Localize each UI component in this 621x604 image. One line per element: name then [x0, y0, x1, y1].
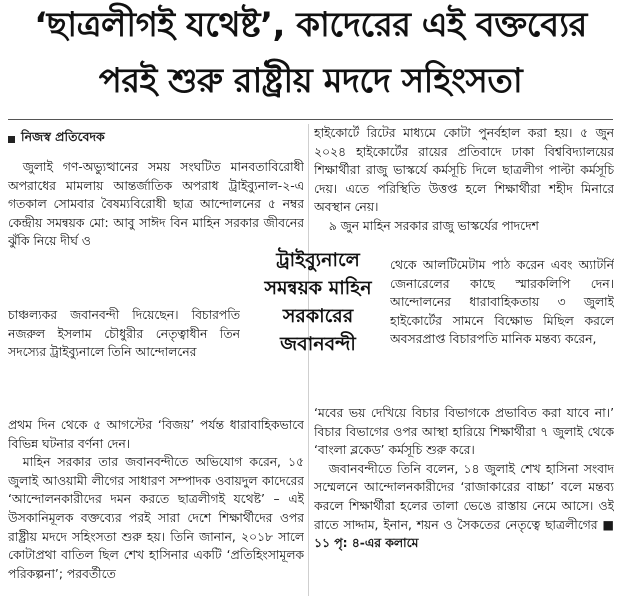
left-para-2: মাহিন সরকার তার জবানবন্দীতে অভিযোগ করেন, ১৫ জুলাই আওয়ামী লীগের সাধারণ সম্পাদক ওবায়দুল কাদেরের ‘আন্দোলনকারীদের দমন করতে ছাত্রলীগই যথেষ্ট’ – এই উসকানিমূলক বক্তব্যের পরই সারা দেশে শিক্ষার্থীদের ওপর রাষ্ট্রীয় মদদে সহিংসতা শুরু হয়। তিনি জানান, ২০১৮ সালে কোটাপ্রথা বাতিল ছিল শেখ হাসিনার একটি ‘প্রতিহিংসামূলক পরিকল্পনা’; পরবর্তীতে: [8, 455, 304, 581]
byline-row: [8, 131, 105, 147]
right-para-2-bottom: ‘মবের ভয় দেখিয়ে বিচার বিভাগকে প্রভাবিত করা যাবে না।’ বিচার বিভাগের ওপর আস্থা হারিয়ে শিক্ষার্থীরা ৭ জুলাই থেকে ‘বাংলা ব্লকেড’ কর্মসূচি শুরু করে।: [314, 406, 614, 458]
pull-quote-line-3: সরকারের: [282, 305, 354, 327]
pull-quote-line-4: জবানবন্দী: [280, 333, 356, 355]
continuation-jump-text[interactable]: ১১ পৃ: ৪-এর কলামে: [314, 536, 419, 551]
right-para-3-text: জবানবন্দীতে তিনি বলেন, ১৪ জুলাই শেখ হাসিনা সংবাদ সম্মেলনে আন্দোলনকারীদের ‘রাজাকারের বাচ্চা’ বলে মন্তব্য করলে শিক্ষার্থীরা হলের তালা ভেঙে রাস্তায় নেমে আসে। ওই রাতে সাদ্দাম, ইনান, শয়ন ও সৈকতের নেতৃত্বে ছাত্রলীগের: [314, 461, 614, 532]
left-column-mid: [8, 306, 240, 362]
right-column-bottom: [314, 404, 614, 553]
headline-line-1: ‘ছাত্রলীগই যথেষ্ট’, কাদেরের এই বক্তব্যের: [34, 5, 587, 45]
right-para-3: [314, 460, 614, 553]
headline-line-2: পরই শুরু রাষ্ট্রীয় মদদে সহিংসতা: [98, 61, 523, 101]
pull-quote-line-2: সমন্বয়ক মাহিন: [264, 277, 372, 299]
right-para-2-top: ৯ জুন মাহিন সরকার রাজু ভাস্কর্যের পাদদেশ: [328, 218, 539, 233]
right-column-top: [314, 124, 614, 236]
left-para-1-bottom: প্রথম দিন থেকে ৫ আগস্টের ‘বিজয়’ পর্যন্ত ধারাবাহিকভাবে বিভিন্ন ঘটনার বর্ণনা দেন।: [8, 418, 304, 451]
left-column-top: [8, 158, 304, 251]
column-divider: [308, 124, 309, 596]
pull-quote: [246, 246, 390, 358]
left-para-1-mid: চাঞ্চল্যকর জবানবন্দী দিয়েছেন। বিচারপতি নজরুল ইসলাম চৌধুরীর নেতৃত্বাধীন তিন সদস্যের ট্রাইব্যুনালে তিনি আন্দোলনের: [8, 308, 240, 360]
square-bullet-icon: [8, 136, 15, 143]
right-para-2-mid: থেকে আলটিমেটাম পাঠ করেন এবং অ্যাটর্নি জেনারেলের কাছে স্মারকলিপি দেন। আন্দোলনের ধারাবাহিকতায় ৩ জুলাই হাইকোর্টের সামনে বিক্ষোভ মিছিল করলে অবসরপ্রাপ্ত বিচারপতি মানিক মন্তব্য করেন,: [390, 258, 614, 347]
right-column-mid: [390, 256, 614, 349]
byline: নিজস্ব প্রতিবেদক: [21, 129, 105, 144]
headline-rule: [8, 119, 613, 120]
right-para-1: হাইকোর্টে রিটের মাধ্যমে কোটা পুনর্বহাল করা হয়। ৫ জুন ২০২৪ হাইকোর্টের রায়ের প্রতিবাদে ঢাকা বিশ্ববিদ্যালয়ের শিক্ষার্থীরা রাজু ভাস্কর্যে কর্মসূচি দিলে ছাত্রলীগ পাল্টা কর্মসূচি দেয়। এতে পরিস্থিতি উত্তপ্ত হলে শিক্ষার্থীরা শহীদ মিনারে অবস্থান নেয়।: [314, 126, 614, 215]
left-column-bottom: [8, 416, 304, 583]
left-para-1-top: জুলাই গণ-অভ্যুত্থানের সময় সংঘটিত মানবতাবিরোধী অপরাধের মামলায় আন্তর্জাতিক অপরাধ ট্রাইব্যুনাল-২-এ গতকাল সোমবার বৈষম্যবিরোধী ছাত্র আন্দোলনের ৫ নম্বর কেন্দ্রীয় সমন্বয়ক মো: আবু সাঈদ বিন মাহিন সরকার জীবনের ঝুঁকি নিয়ে দীর্ঘ ও: [8, 160, 304, 249]
continuation-jump[interactable]: ■ ১১ পৃ: ৪-এর কলামে: [314, 517, 614, 551]
pull-quote-line-1: ট্রাইব্যুনালে: [276, 249, 360, 271]
